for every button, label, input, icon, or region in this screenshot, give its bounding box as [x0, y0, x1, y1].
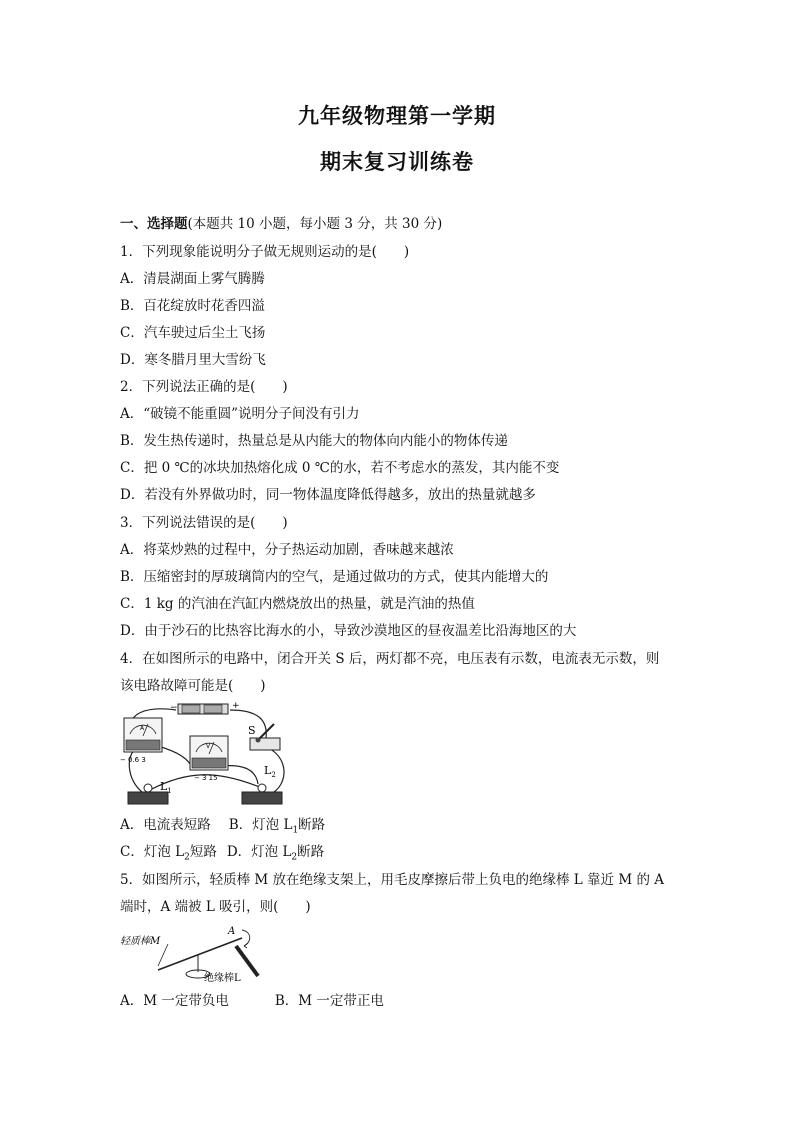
q2-option-a: A．“破镜不能重圆”说明分子间没有引力 [120, 406, 360, 422]
q4-option-c: C．灯泡 $L_2$短路 [120, 844, 217, 863]
switch [248, 724, 280, 750]
light-rod-m [158, 938, 242, 970]
insulating-rod-label: 绝缘棒L [204, 973, 241, 984]
lamp-l2-label: $L_2$ [264, 764, 276, 779]
ammeter-letter: A [140, 725, 145, 732]
ammeter-scale: 0.6 3 [128, 756, 146, 764]
q4-option-a: A．电流表短路 [120, 817, 211, 833]
q3-option-b: B．压缩密封的厚玻璃筒内的空气，是通过做功的方式，使其内能增大的 [120, 569, 549, 585]
rotation-arrow [242, 930, 250, 946]
q1-option-c: C．汽车驶过后尘土飞扬 [120, 325, 266, 341]
section-label: 一、选择题 [120, 216, 188, 232]
battery-minus-label: − [170, 703, 178, 713]
insulating-rod-l [236, 946, 258, 976]
lamp-l2 [242, 764, 282, 804]
voltmeter [190, 736, 228, 782]
battery [170, 701, 240, 714]
lamp-l1-label: $L_1$ [160, 780, 172, 795]
q2-option-d: D．若没有外界做功时，同一物体温度降低得越多，放出的热量就越多 [120, 487, 536, 503]
page-title: 九年级物理第一学期 [298, 103, 496, 128]
q5-stem-line1: 5．如图所示，轻质棒 M 放在绝缘支架上，用毛皮摩擦后带上负电的绝缘棒 L 靠近 M 的 A [120, 872, 664, 888]
section-note: (本题共 10 小题，每小题 3 分，共 30 分) [187, 216, 443, 232]
q5-option-a: A．M 一定带负电 [120, 993, 229, 1009]
q3-option-c: C．1 kg 的汽油在汽缸内燃烧放出的热量，就是汽油的热值 [120, 596, 475, 612]
q5-stem-line2: 端时，A 端被 L 吸引，则( ) [120, 899, 311, 915]
ammeter [120, 718, 162, 764]
circuit-diagram [118, 700, 298, 810]
voltmeter-letter: V [206, 743, 211, 750]
q5-option-b: B．M 一定带正电 [274, 993, 384, 1009]
q4-stem-line1: 4．在如图所示的电路中，闭合开关 S 后，两灯都不亮，电压表有示数，电流表无示数，则 [120, 651, 660, 667]
q1-stem: 1．下列现象能说明分子做无规则运动的是( ) [120, 244, 410, 260]
ammeter-minus: − [120, 756, 126, 764]
q2-option-b: B．发生热传递时，热量总是从内能大的物体向内能小的物体传递 [120, 433, 508, 449]
voltmeter-minus: − [194, 774, 200, 782]
q1-option-b: B．百花绽放时花香四溢 [120, 298, 265, 314]
q3-option-a: A．将菜炒熟的过程中，分子热运动加剧，香味越来越浓 [120, 542, 454, 558]
battery-plus-label: + [232, 701, 240, 711]
q4-option-b: B．灯泡 $L_1$断路 [228, 817, 326, 836]
q1-option-d: D．寒冬腊月里大雪纷飞 [120, 352, 266, 368]
wire-ammeter-voltmeter [158, 746, 194, 770]
q2-option-c: C．把 0 ℃的冰块加热熔化成 0 ℃的水，若不考虑水的蒸发，其内能不变 [120, 460, 560, 476]
switch-label: S [248, 724, 256, 737]
rod-label-leader [158, 944, 168, 966]
q4-options-row1 [120, 816, 325, 834]
end-a-label: A [228, 926, 236, 937]
q4-option-d: D．灯泡 $L_2$断路 [226, 844, 325, 863]
q3-stem: 3．下列说法错误的是( ) [120, 515, 288, 531]
q4-options-row2 [120, 843, 324, 861]
light-rod-label: 轻质棒M [120, 936, 161, 947]
section-heading [120, 215, 442, 233]
q5-options-row1 [120, 992, 384, 1010]
voltmeter-scale: 3 15 [202, 774, 218, 782]
q4-stem-line2: 该电路故障可能是( ) [120, 678, 266, 694]
q3-option-d: D．由于沙石的比热容比海水的小，导致沙漠地区的昼夜温差比沿海地区的大 [120, 623, 577, 639]
page-subtitle: 期末复习训练卷 [320, 149, 474, 174]
q1-option-a: A．清晨湖面上雾气腾腾 [120, 271, 265, 287]
q2-stem: 2．下列说法正确的是( ) [120, 379, 288, 395]
rod-diagram [118, 922, 288, 984]
